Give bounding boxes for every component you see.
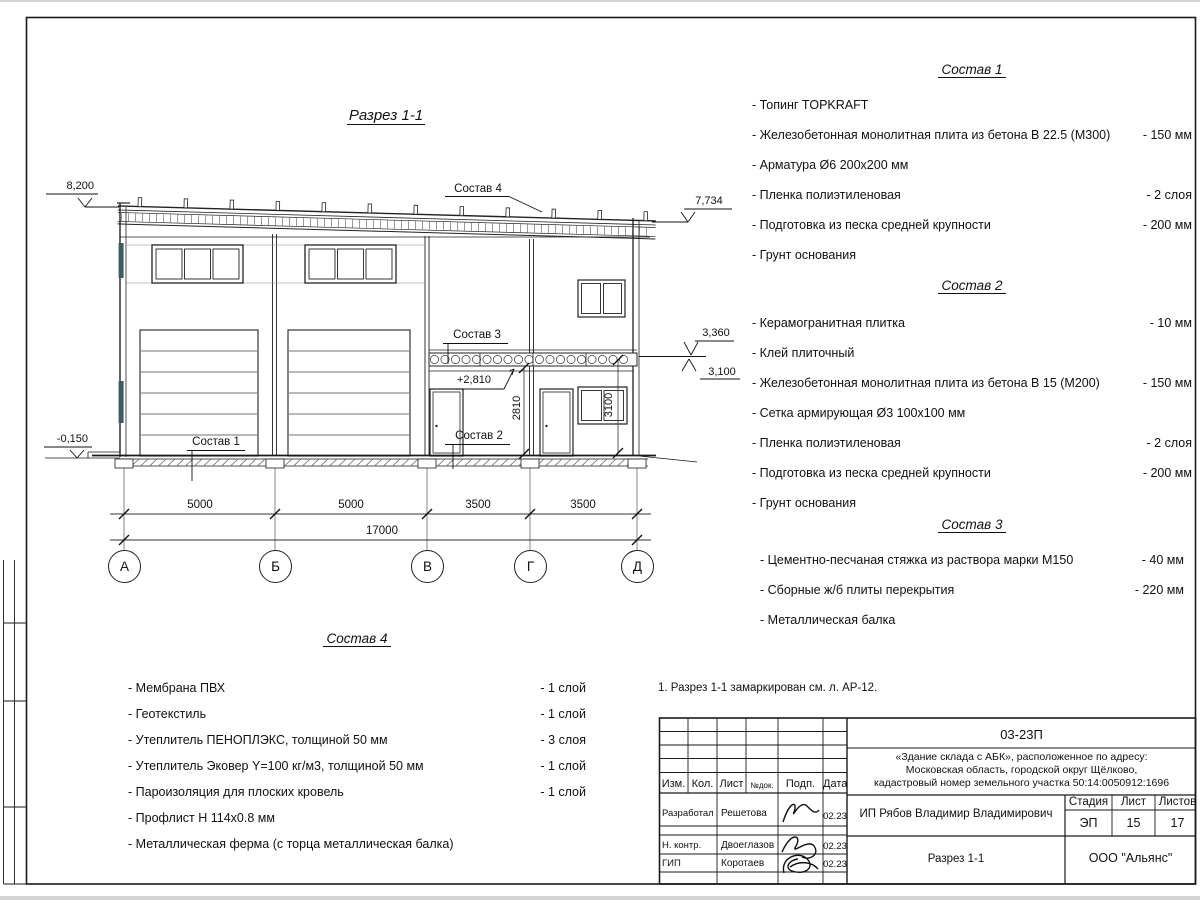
list-item: - Топинг TOPKRAFT [752,98,869,112]
tb-date-2: 02.23 [823,841,847,852]
tb-role-2: Н. контр. [662,840,702,851]
vertical-dim-2810: 2810 [511,395,523,421]
leader-label-sostav4: Состав 4 [454,183,502,195]
composition-1-title: Состав 1 [752,62,1192,77]
signatures [782,804,819,873]
tb-client: ИП Рябов Владимир Владимирович [859,808,1053,820]
signature-1 [783,804,819,822]
axis-bubble-b: Б [259,550,292,583]
tb-col-date: Дата [823,778,848,790]
roof-deck [117,197,656,239]
tb-doc-number: 03-23П [1000,727,1043,742]
tb-role-3: ГИП [662,858,681,869]
elevation-plus-2810: +2,810 [457,374,491,386]
tb-stage-label: Стадия [1068,796,1109,808]
wall-accent-lower [119,381,124,423]
axis-bubble-a: А [108,550,141,583]
tb-col-sign: Подп. [785,778,816,790]
tb-project-line2: Московская область, городской округ Щёлково, [905,764,1138,776]
dim-5000-1: 5000 [187,499,213,511]
list-item: - Арматура Ø6 200x200 мм [752,158,909,172]
tb-col-izm: Изм. [661,778,686,790]
composition-list-2 [752,278,1192,510]
tb-date-3: 02.23 [823,859,847,870]
floor-hatch [132,460,643,466]
list-item: - Утеплитель Эковер Y=100 кг/м3, толщиной 50 мм - 1 слой [128,759,586,773]
composition-list-3 [760,517,1184,627]
list-item: - Клей плиточный [752,346,855,360]
leader-label-sostav3: Состав 3 [453,329,501,341]
list-item: - Геотекстиль - 1 слой [128,707,586,721]
tb-company: ООО "Альянс" [1088,851,1173,865]
dim-3500-2: 3500 [570,499,596,511]
list-item: - Керамогранитная плитка - 10 мм [752,316,1192,330]
tb-project-line1: «Здание склада с АБК», расположенное по адресу: [895,751,1148,763]
tb-name-2: Двоеглазов [721,840,775,851]
axis-bubble-v: В [411,550,444,583]
leader-label-sostav1: Состав 1 [192,436,240,448]
axis-bubble-g: Г [514,550,547,583]
list-item: - Железобетонная монолитная плита из бетона В 15 (М200) - 150 мм [752,376,1192,390]
openings [140,245,637,456]
tb-sheet-value: 15 [1126,816,1141,830]
note-text: 1. Разрез 1-1 замаркирован см. л. АР-12. [658,682,878,694]
composition-3-title: Состав 3 [760,517,1184,532]
tb-project-line3: кадастровый номер земельного участка 50:14:0050912:1696 [873,777,1170,789]
tb-role-1: Разработал [662,808,714,819]
tb-col-kol: Кол. [691,778,714,790]
dim-total-17000: 17000 [366,525,398,537]
elevation-3100: 3,100 [708,366,736,378]
list-item: - Железобетонная монолитная плита из бетона В 22.5 (М300) - 150 мм [752,128,1192,142]
tb-col-doc: №док. [750,781,774,790]
list-item: - Грунт основания [752,496,857,510]
tb-name-1: Решетова [721,808,767,819]
list-item: - Сборные ж/б плиты перекрытия - 220 мм [760,583,1184,597]
composition-list-4 [128,631,586,851]
list-item: - Утеплитель ПЕНОПЛЭКС, толщиной 50 мм - 3 слоя [128,733,586,747]
list-item: - Мембрана ПВХ - 1 слой [128,681,586,695]
list-item: - Металлическая ферма (с торца металлическая балка) [128,837,454,851]
wall-accent-upper [119,243,124,278]
list-item: - Профлист Н 114x0.8 мм [128,811,275,825]
signature-3 [783,855,818,873]
list-item: - Пароизоляция для плоских кровель - 1 слой [128,785,586,799]
list-item: - Подготовка из песка средней крупности - 200 мм [752,466,1192,480]
tb-sheet-label: Лист [1121,796,1146,808]
list-item: - Цементно-песчаная стяжка из раствора марки М150 - 40 мм [760,553,1184,567]
roof-flutes [122,213,647,236]
list-item: - Грунт основания [752,248,857,262]
composition-4-title: Состав 4 [128,631,586,646]
composition-2-title: Состав 2 [752,278,1192,293]
vertical-dim-3100: 3100 [603,392,615,418]
tb-sheets-value: 17 [1170,816,1185,830]
tb-sheets-label: Листов [1158,796,1197,808]
tb-col-list: Лист [719,778,744,790]
tb-stage-value: ЭП [1079,816,1098,830]
list-item: - Сетка армирующая Ø3 100x100 мм [752,406,966,420]
dim-3500-1: 3500 [465,499,491,511]
elevation-minus-0150: -0,150 [56,433,88,445]
tb-date-1: 02.23 [823,811,847,822]
composition-list-1 [752,62,1192,262]
list-item: - Пленка полиэтиленовая - 2 слоя [752,436,1192,450]
leader-label-sostav2: Состав 2 [455,430,503,442]
list-item: - Подготовка из песка средней крупности - 200 мм [752,218,1192,232]
dim-5000-2: 5000 [338,499,364,511]
elevation-7734: 7,734 [695,195,723,207]
list-item: - Пленка полиэтиленовая - 2 слоя [752,188,1192,202]
axis-bubble-d: Д [621,550,654,583]
elevation-8200: 8,200 [66,180,94,192]
elevation-3360: 3,360 [702,327,730,339]
list-item: - Металлическая балка [760,613,896,627]
section-title: Разрез 1-1 [348,107,424,124]
tb-sheet-title: Разрез 1-1 [927,853,985,865]
tb-name-3: Коротаев [721,858,765,869]
